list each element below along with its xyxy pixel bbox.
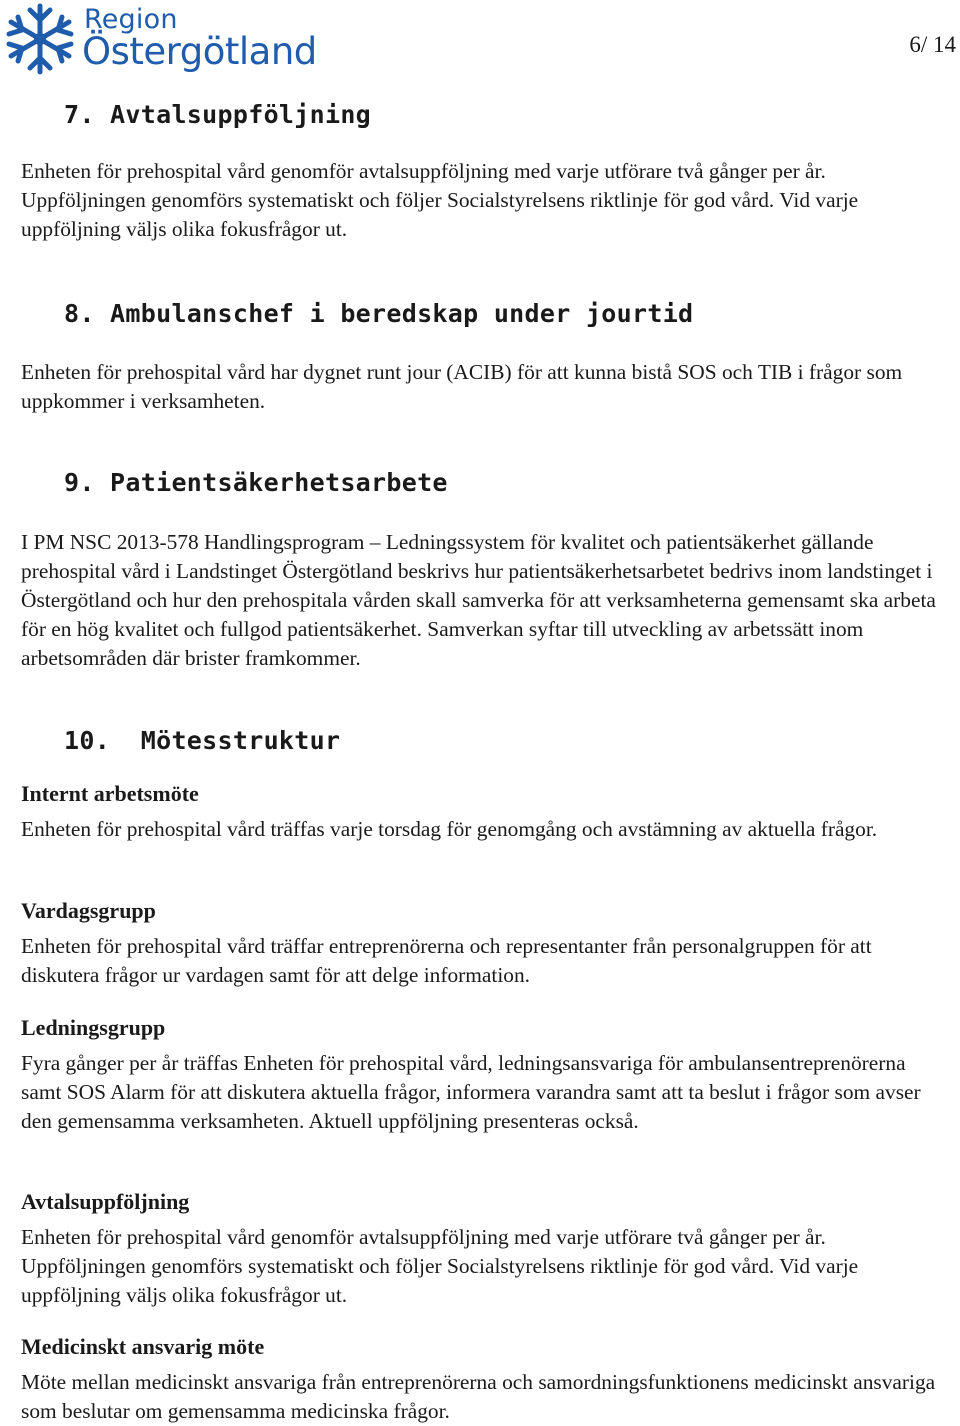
subheading-internt-arbetsmote: Internt arbetsmöte [21,781,199,806]
subheading-vardagsgrupp: Vardagsgrupp [21,898,156,923]
paragraph-ledningsgrupp: Fyra gånger per år träffas Enheten för prehospital vård, ledningsansvariga för ambulansentreprenörerna samt SOS Alarm för att diskutera aktuella frågor, informera varandra samt att ta beslut i frågor som avser den gemensamma verksamheten. Aktuell uppföljning presenteras också. [21,1051,921,1133]
region-logo [0,0,317,80]
heading-section-10: 10. Mötesstruktur [64,726,341,755]
snowflake-emblem-icon [0,0,80,78]
page-number: 6/ 14 [909,32,956,57]
paragraph-medicinskt-ansvarig-mote: Möte mellan medicinskt ansvariga från entreprenörerna och samordningsfunktionens medicinskt ansvariga som beslutar om gemensamma medicinska frågor. [21,1370,936,1423]
subheading-medicinskt-ansvarig-mote: Medicinskt ansvarig möte [21,1334,265,1359]
paragraph-section-8: Enheten för prehospital vård har dygnet runt jour (ACIB) för att kunna bistå SOS och TIB i frågor som uppkommer i verksamheten. [21,360,903,413]
logo-text-county: Östergötland [82,30,317,73]
logo-text-region: Region [84,4,178,35]
paragraph-section-9: I PM NSC 2013-578 Handlingsprogram – Ledningssystem för kvalitet och patientsäkerhet gällande prehospital vård i Landstinget Östergötland beskrivs hur patientsäkerhetsarbetet bedrivs inom landstinget i Östergötland och hur den prehospitala vården skall samverka för att verksamheterna gemensamt ska arbeta för en hög kvalitet och fullgod patientsäkerhet. Samverkan syftar till utveckling av arbetssätt inom arbetsområden där brister framkommer. [21,530,936,670]
heading-section-7: 7. Avtalsuppföljning [64,100,372,129]
heading-section-8: 8. Ambulanschef i beredskap under jourtid [64,299,694,328]
subheading-ledningsgrupp: Ledningsgrupp [21,1015,166,1040]
subheading-avtalsuppfoljning: Avtalsuppföljning [21,1189,190,1214]
paragraph-internt-arbetsmote: Enheten för prehospital vård träffas varje torsdag för genomgång och avstämning av aktuella frågor. [21,817,878,841]
paragraph-vardagsgrupp: Enheten för prehospital vård träffar entreprenörerna och representanter från personalgruppen för att diskutera frågor ur vardagen samt för att delge information. [21,934,872,987]
paragraph-section-7: Enheten för prehospital vård genomför avtalsuppföljning med varje utförare två gånger per år. Uppföljningen genomförs systematiskt och följer Socialstyrelsens riktlinje för god vård. Vid varje uppföljning väljs olika fokusfrågor ut. [21,159,859,241]
paragraph-avtalsuppfoljning: Enheten för prehospital vård genomför avtalsuppföljning med varje utförare två gånger per år. Uppföljningen genomförs systematiskt och följer Socialstyrelsens riktlinje för god vård. Vid varje uppföljning väljs olika fokusfrågor ut. [21,1225,859,1307]
heading-section-9: 9. Patientsäkerhetsarbete [64,468,448,497]
